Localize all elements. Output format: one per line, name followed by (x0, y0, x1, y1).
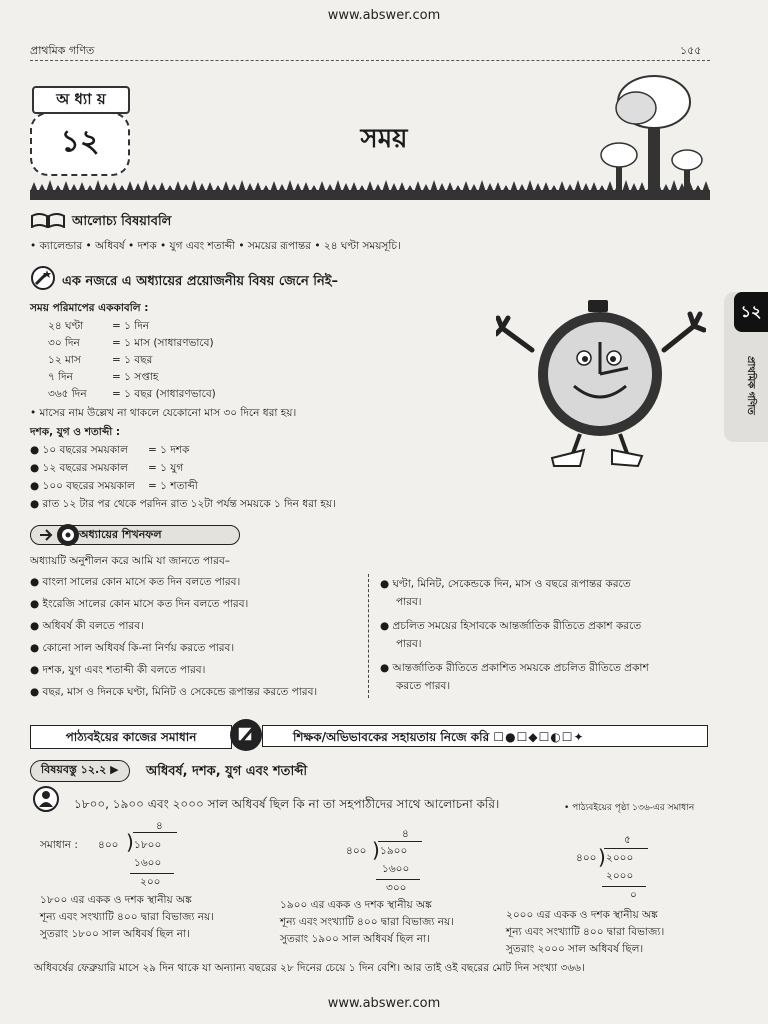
topic-title: অধিবর্ষ, দশক, যুগ এবং শতাব্দী (146, 764, 308, 779)
division-explanation: সুতরাং ১৯০০ সাল অধিবর্ষ ছিল না। (280, 933, 430, 945)
target-icon (38, 522, 82, 548)
division-dividend: ১৯০০ (380, 845, 408, 857)
outcome-item: ● দশক, যুগ এবং শতাব্দী কী বলতে পারব। (30, 664, 206, 676)
division-explanation: শূন্য এবং সংখ্যাটি ৪০০ দ্বারা বিভাজ্য নয়। (40, 911, 215, 923)
outcome-item: ● ঘণ্টা, মিনিট, সেকেন্ডকে দিন, মাস ও বছরে রূপান্তর করতে (380, 578, 631, 590)
division-subtract: ১৬০০ (134, 857, 162, 869)
division-top-line (378, 841, 422, 842)
division-explanation: ২০০০ এর একক ও দশক স্থানীয় অঙ্ক (506, 909, 658, 921)
side-tab-label: প্রাথমিক গণিত (745, 355, 756, 415)
outcome-item: ● অধিবর্ষ কী বলতে পারব। (30, 620, 144, 632)
unit-value: = ১ বছর (সাধারণভাবে) (112, 388, 216, 400)
decade-row: ● ১২ বছরের সময়কাল (30, 462, 128, 474)
decade-title: দশক, যুগ ও শতাব্দী : (30, 426, 121, 438)
page-number: ১৫৫ (680, 44, 702, 57)
decade-row: ● ১০০ বছরের সময়কাল (30, 480, 135, 492)
month-note: • মাসের নাম উল্লেখ না থাকলে যেকোনো মাস ৩০ দিনে ধরা হয়। (30, 407, 297, 419)
pencil-icon (228, 717, 264, 753)
header-book-title: প্রাথমিক গণিত (30, 44, 95, 57)
textbook-reference: • পাঠ্যবইয়ের পৃষ্ঠা ১৩৬-এর সমাধান (564, 803, 695, 813)
division-dividend: ২০০০ (606, 852, 634, 864)
outcome-item: ● বাংলা সালের কোন মাসে কত দিন বলতে পারব। (30, 576, 241, 588)
header-divider (30, 60, 710, 61)
topic-tag: বিষয়বস্তু ১২.২ ▶ (30, 760, 130, 782)
outcome-item: ● কোনো সাল অধিবর্ষ কি-না নির্ণয় করতে পারব। (30, 642, 235, 654)
division-divisor: ৪০০ (98, 839, 119, 851)
division-bracket: ) (372, 838, 380, 862)
discussion-icon (32, 785, 60, 813)
division-remainder: ০ (630, 889, 637, 901)
watermark-bottom: www.abswer.com (327, 996, 441, 1011)
unit-row: ৩৬৫ দিন (48, 388, 87, 400)
outcomes-column-divider (368, 574, 369, 698)
book-icon (30, 212, 66, 228)
unit-value: = ১ সপ্তাহ (112, 371, 159, 383)
outcome-item-cont: পারব। (396, 638, 422, 650)
division-subtract: ২০০০ (606, 870, 634, 882)
trees-illustration (596, 70, 712, 190)
topics-heading: আলোচ্য বিষয়াবলি (72, 214, 172, 229)
unit-value: = ১ বছর (112, 354, 153, 366)
topics-list: • ক্যালেন্ডার • অধিবর্ষ • দশক • যুগ এবং শতাব্দী • সময়ের রূপান্তর • ২৪ ঘণ্টা সময়সূচি। (30, 240, 401, 252)
units-title: সময় পরিমাপের এককাবলি : (30, 302, 149, 314)
self-practice-label: শিক্ষক/অভিভাবকের সহায়তায় নিজে করি ☐●☐◆☐◐☐✦ (262, 725, 708, 747)
decade-value: = ১ শতাব্দী (148, 480, 198, 492)
question-text: ১৮০০, ১৯০০ এবং ২০০০ সাল অধিবর্ষ ছিল কি না তা সহপাঠীদের সাথে আলোচনা করি। (74, 797, 500, 811)
division-remainder: ৩০০ (386, 882, 407, 894)
division-explanation: ১৮০০ এর একক ও দশক স্থানীয় অঙ্ক (40, 894, 192, 906)
solution-label: সমাধান : (40, 839, 78, 851)
outcome-item: ● ইংরেজি সালের কোন মাসে কত দিন বলতে পারব। (30, 598, 249, 610)
division-bracket: ) (126, 830, 134, 854)
solution-bar (30, 717, 708, 757)
unit-row: ৭ দিন (48, 371, 73, 383)
division-top-line (604, 848, 648, 849)
chapter-word: অ ধ্যা য় (32, 86, 130, 114)
division-quotient: ৪ (402, 828, 409, 840)
side-chapter-tab (724, 292, 768, 442)
outcomes-heading: অধ্যায়ের শিখনফল (30, 525, 240, 545)
outcome-item: ● আন্তর্জাতিক রীতিতে প্রকাশিত সময়কে প্রচলিত রীতিতে প্রকাশ (380, 662, 649, 674)
outcome-item: ● প্রচলিত সময়ের হিসাবকে আন্তর্জাতিক রীতিতে প্রকাশ করতে (380, 620, 642, 632)
decade-value: = ১ যুগ (148, 462, 184, 474)
outcome-item-cont: করতে পারব। (396, 680, 451, 692)
division-remainder: ২০০ (140, 876, 161, 888)
unit-row: ১২ মাস (48, 354, 81, 366)
unit-row: ৩০ দিন (48, 337, 80, 349)
chapter-number: ১২ (30, 112, 130, 176)
division-explanation: ১৯০০ এর একক ও দশক স্থানীয় অঙ্ক (280, 899, 432, 911)
grass-divider (30, 180, 710, 200)
unit-value: = ১ মাস (সাধারণভাবে) (112, 337, 214, 349)
division-explanation: শূন্য এবং সংখ্যাটি ৪০০ দ্বারা বিভাজ্য। (506, 926, 665, 938)
division-explanation: সুতরাং ২০০০ সাল অধিবর্ষ ছিল। (506, 943, 644, 955)
side-tab-number: ১২ (734, 292, 768, 332)
division-divisor: ৪০০ (346, 845, 367, 857)
division-top-line (133, 832, 177, 833)
leap-year-note: অধিবর্ষের ফেব্রুয়ারি মাসে ২৯ দিন থাকে যা অন্যান্য বছরের ২৮ দিনের চেয়ে ১ দিন বেশি। আর তাই ওই বছরের মোট দিন সংখ্যা ৩৬৬। (34, 962, 585, 974)
division-quotient: ৪ (156, 820, 163, 832)
division-line (602, 886, 646, 887)
division-explanation: সুতরাং ১৮০০ সাল অধিবর্ষ ছিল না। (40, 928, 190, 940)
division-divisor: ৪০০ (576, 852, 597, 864)
clock-character-illustration (496, 298, 706, 470)
division-dividend: ১৮০০ (134, 839, 162, 851)
division-subtract: ১৬০০ (382, 863, 410, 875)
division-explanation: শূন্য এবং সংখ্যাটি ৪০০ দ্বারা বিভাজ্য নয়। (280, 916, 455, 928)
night-note: ● রাত ১২ টার পর থেকে পরদিন রাত ১২টা পর্যন্ত সময়কে ১ দিন ধরা হয়। (30, 498, 336, 510)
decade-value: = ১ দশক (148, 444, 190, 456)
division-quotient: ৫ (624, 834, 631, 846)
decade-row: ● ১০ বছরের সময়কাল (30, 444, 128, 456)
watermark-top: www.abswer.com (327, 8, 441, 23)
unit-row: ২৪ ঘণ্টা (48, 320, 84, 332)
unit-value: = ১ দিন (112, 320, 150, 332)
outcome-item-cont: পারব। (396, 596, 422, 608)
outcome-item: ● বছর, মাস ও দিনকে ঘণ্টা, মিনিট ও সেকেন্ডে রূপান্তর করতে পারব। (30, 686, 318, 698)
textbook-solution-label: পাঠ্যবইয়ের কাজের সমাধান (30, 725, 232, 749)
glance-heading: এক নজরে এ অধ্যায়ের প্রয়োজনীয় বিষয় জেনে নিই– (62, 274, 338, 289)
chapter-title: সময় (360, 124, 408, 154)
magic-wand-icon (30, 266, 56, 290)
division-bracket: ) (598, 845, 606, 869)
outcomes-intro: অধ্যায়টি অনুশীলন করে আমি যা জানতে পারব– (30, 555, 231, 567)
